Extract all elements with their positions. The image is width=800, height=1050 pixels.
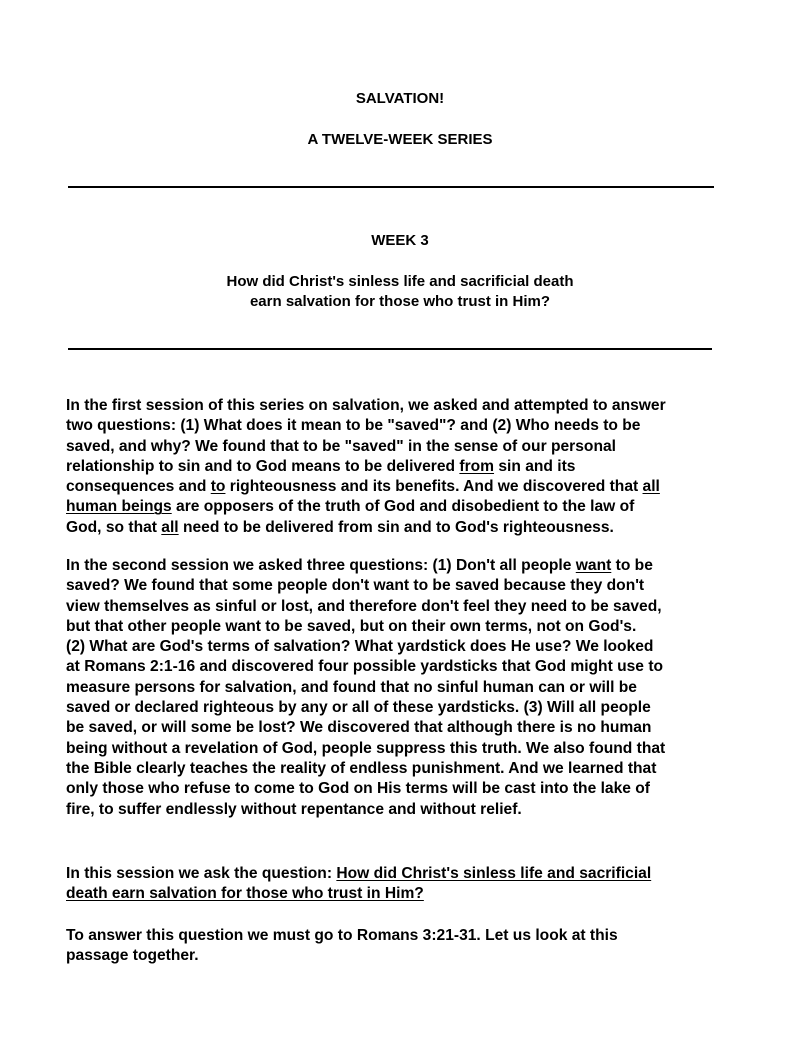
underlined-word: all: [161, 518, 179, 536]
underlined-phrase: human beings: [66, 498, 172, 516]
text-segment: to be: [611, 557, 653, 574]
text-line: [66, 497, 726, 517]
text-line: [66, 884, 726, 904]
text-line: be saved, or will some be lost? We discovered that although there is no human: [66, 719, 652, 737]
text-line: but that other people want to be saved, but on their own terms, not on God's.: [66, 617, 637, 635]
text-line: being without a revelation of God, people suppress this truth. We also found that: [66, 739, 666, 757]
text-segment: sin and its: [494, 457, 576, 475]
underlined-word: all: [642, 478, 660, 496]
underlined-question: death earn salvation for those who trust in Him?: [66, 885, 424, 903]
series-subtitle: A TWELVE-WEEK SERIES: [307, 131, 493, 148]
paragraph-answer: [66, 926, 726, 967]
text-line: saved, and why? We found that to be "saved" in the sense of our personal: [66, 437, 616, 455]
text-line: two questions: (1) What does it mean to be "saved"? and (2) Who needs to be: [66, 417, 641, 435]
text-segment: relationship to sin and to God means to be delivered: [66, 457, 460, 475]
text-line: [66, 518, 726, 538]
text-segment: righteousness and its benefits. And we discovered that: [225, 478, 643, 496]
text-line: To answer this question we must go to Romans 3:21-31. Let us look at this: [66, 927, 618, 944]
text-line: [66, 556, 726, 576]
top-divider: [68, 186, 714, 188]
text-line: view themselves as sinful or lost, and therefore don't feel they need to be saved,: [66, 597, 662, 615]
text-segment: consequences and: [66, 478, 211, 496]
text-line: the Bible clearly teaches the reality of endless punishment. And we learned that: [66, 759, 657, 777]
underlined-word: from: [459, 457, 495, 475]
week-label: WEEK 3: [371, 232, 429, 249]
text-segment: In this session we ask the question:: [66, 865, 337, 882]
paragraph-first-session: [66, 396, 726, 538]
text-line: saved? We found that some people don't want to be saved because they don't: [66, 577, 645, 595]
text-segment: In the second session we asked three questions: (1) Don't all people: [66, 557, 576, 574]
text-line: [66, 864, 726, 884]
text-line: fire, to suffer endlessly without repentance and without relief.: [66, 800, 522, 818]
text-segment: God, so that: [66, 518, 162, 536]
text-line: (2) What are God's terms of salvation? What yardstick does He use? We looked: [66, 638, 654, 656]
paragraph-this-session: [66, 864, 726, 905]
bottom-divider: [68, 348, 712, 350]
text-line: measure persons for salvation, and found that no sinful human can or will be: [66, 678, 637, 696]
text-segment: are opposers of the truth of God and disobedient to the law of: [171, 498, 635, 516]
text-line: at Romans 2:1-16 and discovered four possible yardsticks that God might use to: [66, 658, 664, 676]
text-segment: need to be delivered from sin and to God's righteousness.: [178, 518, 614, 536]
week-question-line-1: How did Christ's sinless life and sacrificial death: [226, 273, 574, 290]
text-line: saved or declared righteous by any or all of these yardsticks. (3) Will all people: [66, 699, 651, 717]
week-question-line-2: earn salvation for those who trust in Him?: [249, 293, 551, 310]
paragraph-second-session: [66, 556, 726, 820]
text-line: In the first session of this series on salvation, we asked and attempted to answer: [66, 397, 666, 414]
text-line: only those who refuse to come to God on His terms will be cast into the lake of: [66, 780, 650, 798]
document-title: SALVATION!: [355, 90, 445, 107]
underlined-word: want: [575, 557, 612, 574]
underlined-word: to: [210, 478, 226, 496]
text-line: passage together.: [66, 947, 199, 965]
text-line: [66, 457, 726, 477]
text-line: [66, 477, 726, 497]
underlined-question: How did Christ's sinless life and sacrificial: [336, 865, 652, 882]
